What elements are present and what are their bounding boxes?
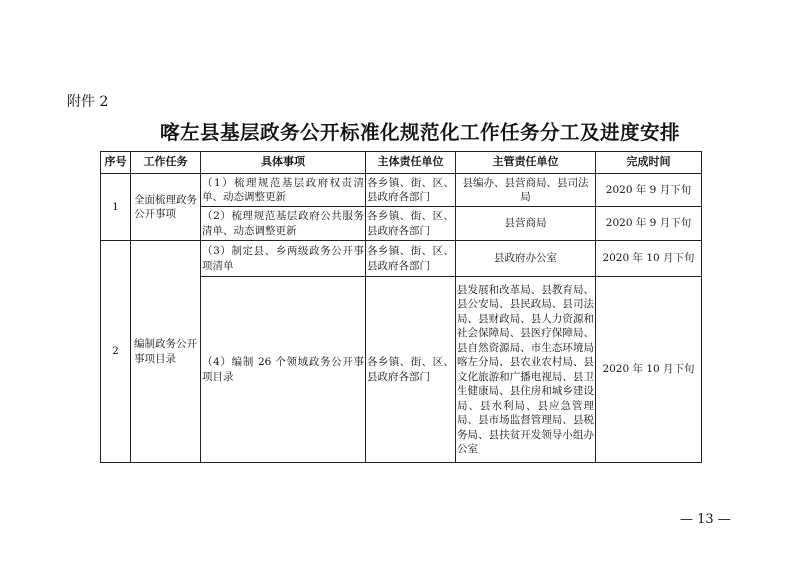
row-item: （2）梳理规范基层政府公共服务清单、动态调整更新	[201, 207, 366, 241]
row-task: 全面梳理政务公开事项	[131, 174, 201, 241]
row-supervisor-unit: 县发展和改革局、县教育局、县公安局、县民政局、县司法局、县财政局、县人力资源和社会保障局、县医疗保障局、县自然资源局、市生态环境局喀左分局、县农业农村局、县文化旅游和广播电视局、县卫生健康局、县住房和城乡建设局、县水利局、县应急管理局、县市场监督管理局、县税务局、县扶贫开发领导小组办公室	[456, 277, 596, 463]
row-item: （4）编制 26 个领域政务公开事项目录	[201, 277, 366, 463]
row-deadline: 2020 年 9 月下旬	[596, 174, 702, 207]
header-item: 具体事项	[201, 152, 366, 174]
row-subject-unit: 各乡镇、街、区、县政府各部门	[366, 174, 456, 207]
table-row	[101, 174, 702, 207]
table-header-row	[101, 152, 702, 174]
header-deadline: 完成时间	[596, 152, 702, 174]
attachment-label: 附件 2	[67, 94, 109, 110]
header-no: 序号	[101, 152, 131, 174]
row-deadline: 2020 年 10 月下旬	[596, 277, 702, 463]
row-supervisor-unit: 县营商局	[456, 207, 596, 241]
document-title: 喀左县基层政务公开标准化规范化工作任务分工及进度安排	[159, 121, 680, 144]
header-task: 工作任务	[131, 152, 201, 174]
header-subject-unit: 主体责任单位	[366, 152, 456, 174]
row-subject-unit: 各乡镇、街、区、县政府各部门	[366, 277, 456, 463]
row-subject-unit: 各乡镇、街、区、县政府各部门	[366, 207, 456, 241]
row-task: 编制政务公开事项目录	[131, 241, 201, 463]
row-supervisor-unit: 县编办、县营商局、县司法局	[456, 174, 596, 207]
header-supervisor-unit: 主管责任单位	[456, 152, 596, 174]
page-number: — 13 —	[680, 512, 731, 527]
row-supervisor-unit: 县政府办公室	[456, 241, 596, 277]
row-deadline: 2020 年 9 月下旬	[596, 207, 702, 241]
row-item: （3）制定县、乡两级政务公开事项清单	[201, 241, 366, 277]
row-subject-unit: 各乡镇、街、区、县政府各部门	[366, 241, 456, 277]
task-table	[100, 151, 702, 463]
row-no: 2	[101, 241, 131, 463]
row-item: （1）梳理规范基层政府权责清单、动态调整更新	[201, 174, 366, 207]
row-deadline: 2020 年 10 月下旬	[596, 241, 702, 277]
row-no: 1	[101, 174, 131, 241]
table-row	[101, 241, 702, 277]
